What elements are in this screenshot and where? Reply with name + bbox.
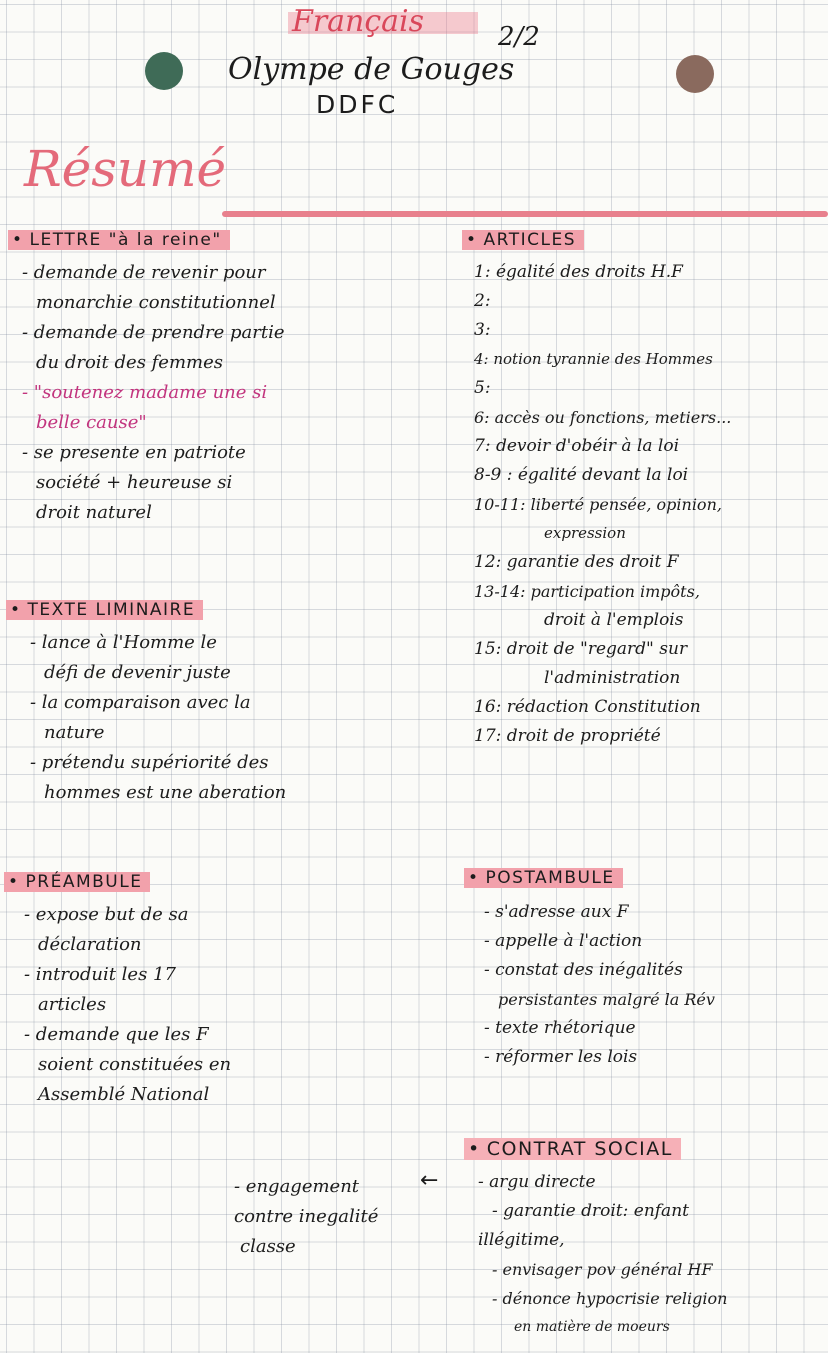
note-line: - garantie droit: enfant [492,1201,689,1221]
article-line: 16: rédaction Constitution [474,697,701,717]
quote-line: belle cause" [36,412,147,433]
note-line: - argu directe [478,1172,596,1192]
article-line: 7: devoir d'obéir à la loi [474,436,680,456]
bullet-icon: • [10,600,22,620]
heading-text: LETTRE "à la reine" [29,230,222,250]
note-line: Assemblé National [38,1084,210,1105]
note-line: - expose but de sa [24,904,189,925]
article-line: 4: notion tyrannie des Hommes [474,350,713,368]
article-line: 15: droit de "regard" sur [474,639,688,659]
section-preambule-lines [24,900,231,1110]
heading-text: TEXTE LIMINAIRE [27,600,196,620]
quote-line: - "soutenez madame une si [22,382,268,403]
article-line: l'administration [544,668,681,688]
bullet-icon: • [466,230,478,250]
note-line: monarchie constitutionnel [36,292,276,313]
note-line: droit naturel [36,502,152,523]
section-articles-lines [474,258,731,751]
work-title: DDFC [316,90,399,119]
bullet-icon: • [12,230,24,250]
note-line: soient constituées en [38,1054,232,1075]
arrow-left-icon: ← [420,1168,439,1193]
heading-text: POSTAMBULE [485,868,615,888]
note-line: - engagement [234,1176,360,1197]
summary-title: Résumé [24,140,227,198]
note-line: société + heureuse si [36,472,233,493]
article-line: 3: [474,320,491,340]
article-line: 5: [474,378,491,398]
note-line: - prétendu supériorité des [30,752,269,773]
article-line: 17: droit de propriété [474,726,661,746]
subject-title: Français [292,4,425,39]
article-line: expression [544,524,626,542]
article-line: 12: garantie des droit F [474,552,679,572]
note-line: articles [38,994,107,1015]
binder-hole-right [676,55,714,93]
note-line: - appelle à l'action [484,931,643,951]
article-line: droit à l'emplois [544,610,684,630]
note-line: - dénonce hypocrisie religion [492,1289,728,1308]
note-line: déclaration [38,934,142,955]
note-line: persistantes malgré la Rév [498,990,715,1009]
note-line: - la comparaison avec la [30,692,251,713]
note-line: contre inegalité [234,1206,379,1227]
bullet-icon: • [468,1138,481,1160]
note-line: défi de devenir juste [44,662,231,683]
section-heading-articles [462,230,584,250]
author-title: Olympe de Gouges [228,52,515,87]
article-line: 13-14: participation impôts, [474,582,700,601]
section-heading-lettre [8,230,230,250]
note-line: - s'adresse aux F [484,902,629,922]
summary-underline [222,211,828,217]
article-line: 2: [474,291,491,311]
section-postambule-lines [484,898,715,1072]
article-line: 1: égalité des droits H.F [474,262,683,282]
note-line: illégitime, [478,1230,565,1250]
article-line: 8-9 : égalité devant la loi [474,465,689,485]
section-heading-preambule [4,872,150,892]
note-line: - demande de revenir pour [22,262,266,283]
heading-text: CONTRAT SOCIAL [486,1138,673,1160]
note-line: - constat des inégalités [484,960,683,980]
note-line: - introduit les 17 [24,964,176,985]
section-heading-contrat-social [464,1138,681,1160]
note-line: - lance à l'Homme le [30,632,217,653]
bullet-icon: • [468,868,480,888]
note-line: - demande que les F [24,1024,209,1045]
heading-text: PRÉAMBULE [25,872,143,892]
note-line: - demande de prendre partie [22,322,285,343]
section-heading-texte-liminaire [6,600,203,620]
note-line: - se presente en patriote [22,442,246,463]
section-heading-postambule [464,868,623,888]
note-line: du droit des femmes [36,352,223,373]
binder-hole-left [145,52,183,90]
note-line: - envisager pov général HF [492,1260,713,1279]
article-line: 6: accès ou fonctions, metiers... [474,408,732,427]
note-line: nature [44,722,105,743]
section-contrat-lines [478,1168,727,1342]
bullet-icon: • [8,872,20,892]
note-line: - texte rhétorique [484,1018,636,1038]
note-line: hommes est une aberation [44,782,287,803]
note-line: en matière de moeurs [514,1319,670,1335]
side-note [234,1172,378,1262]
note-line: - réformer les lois [484,1047,638,1067]
article-line: 10-11: liberté pensée, opinion, [474,495,722,514]
section-lettre-lines [22,258,285,528]
heading-text: ARTICLES [483,230,577,250]
section-texte-lines [30,628,286,808]
note-line: classe [240,1236,296,1257]
page-number: 2/2 [498,22,540,52]
